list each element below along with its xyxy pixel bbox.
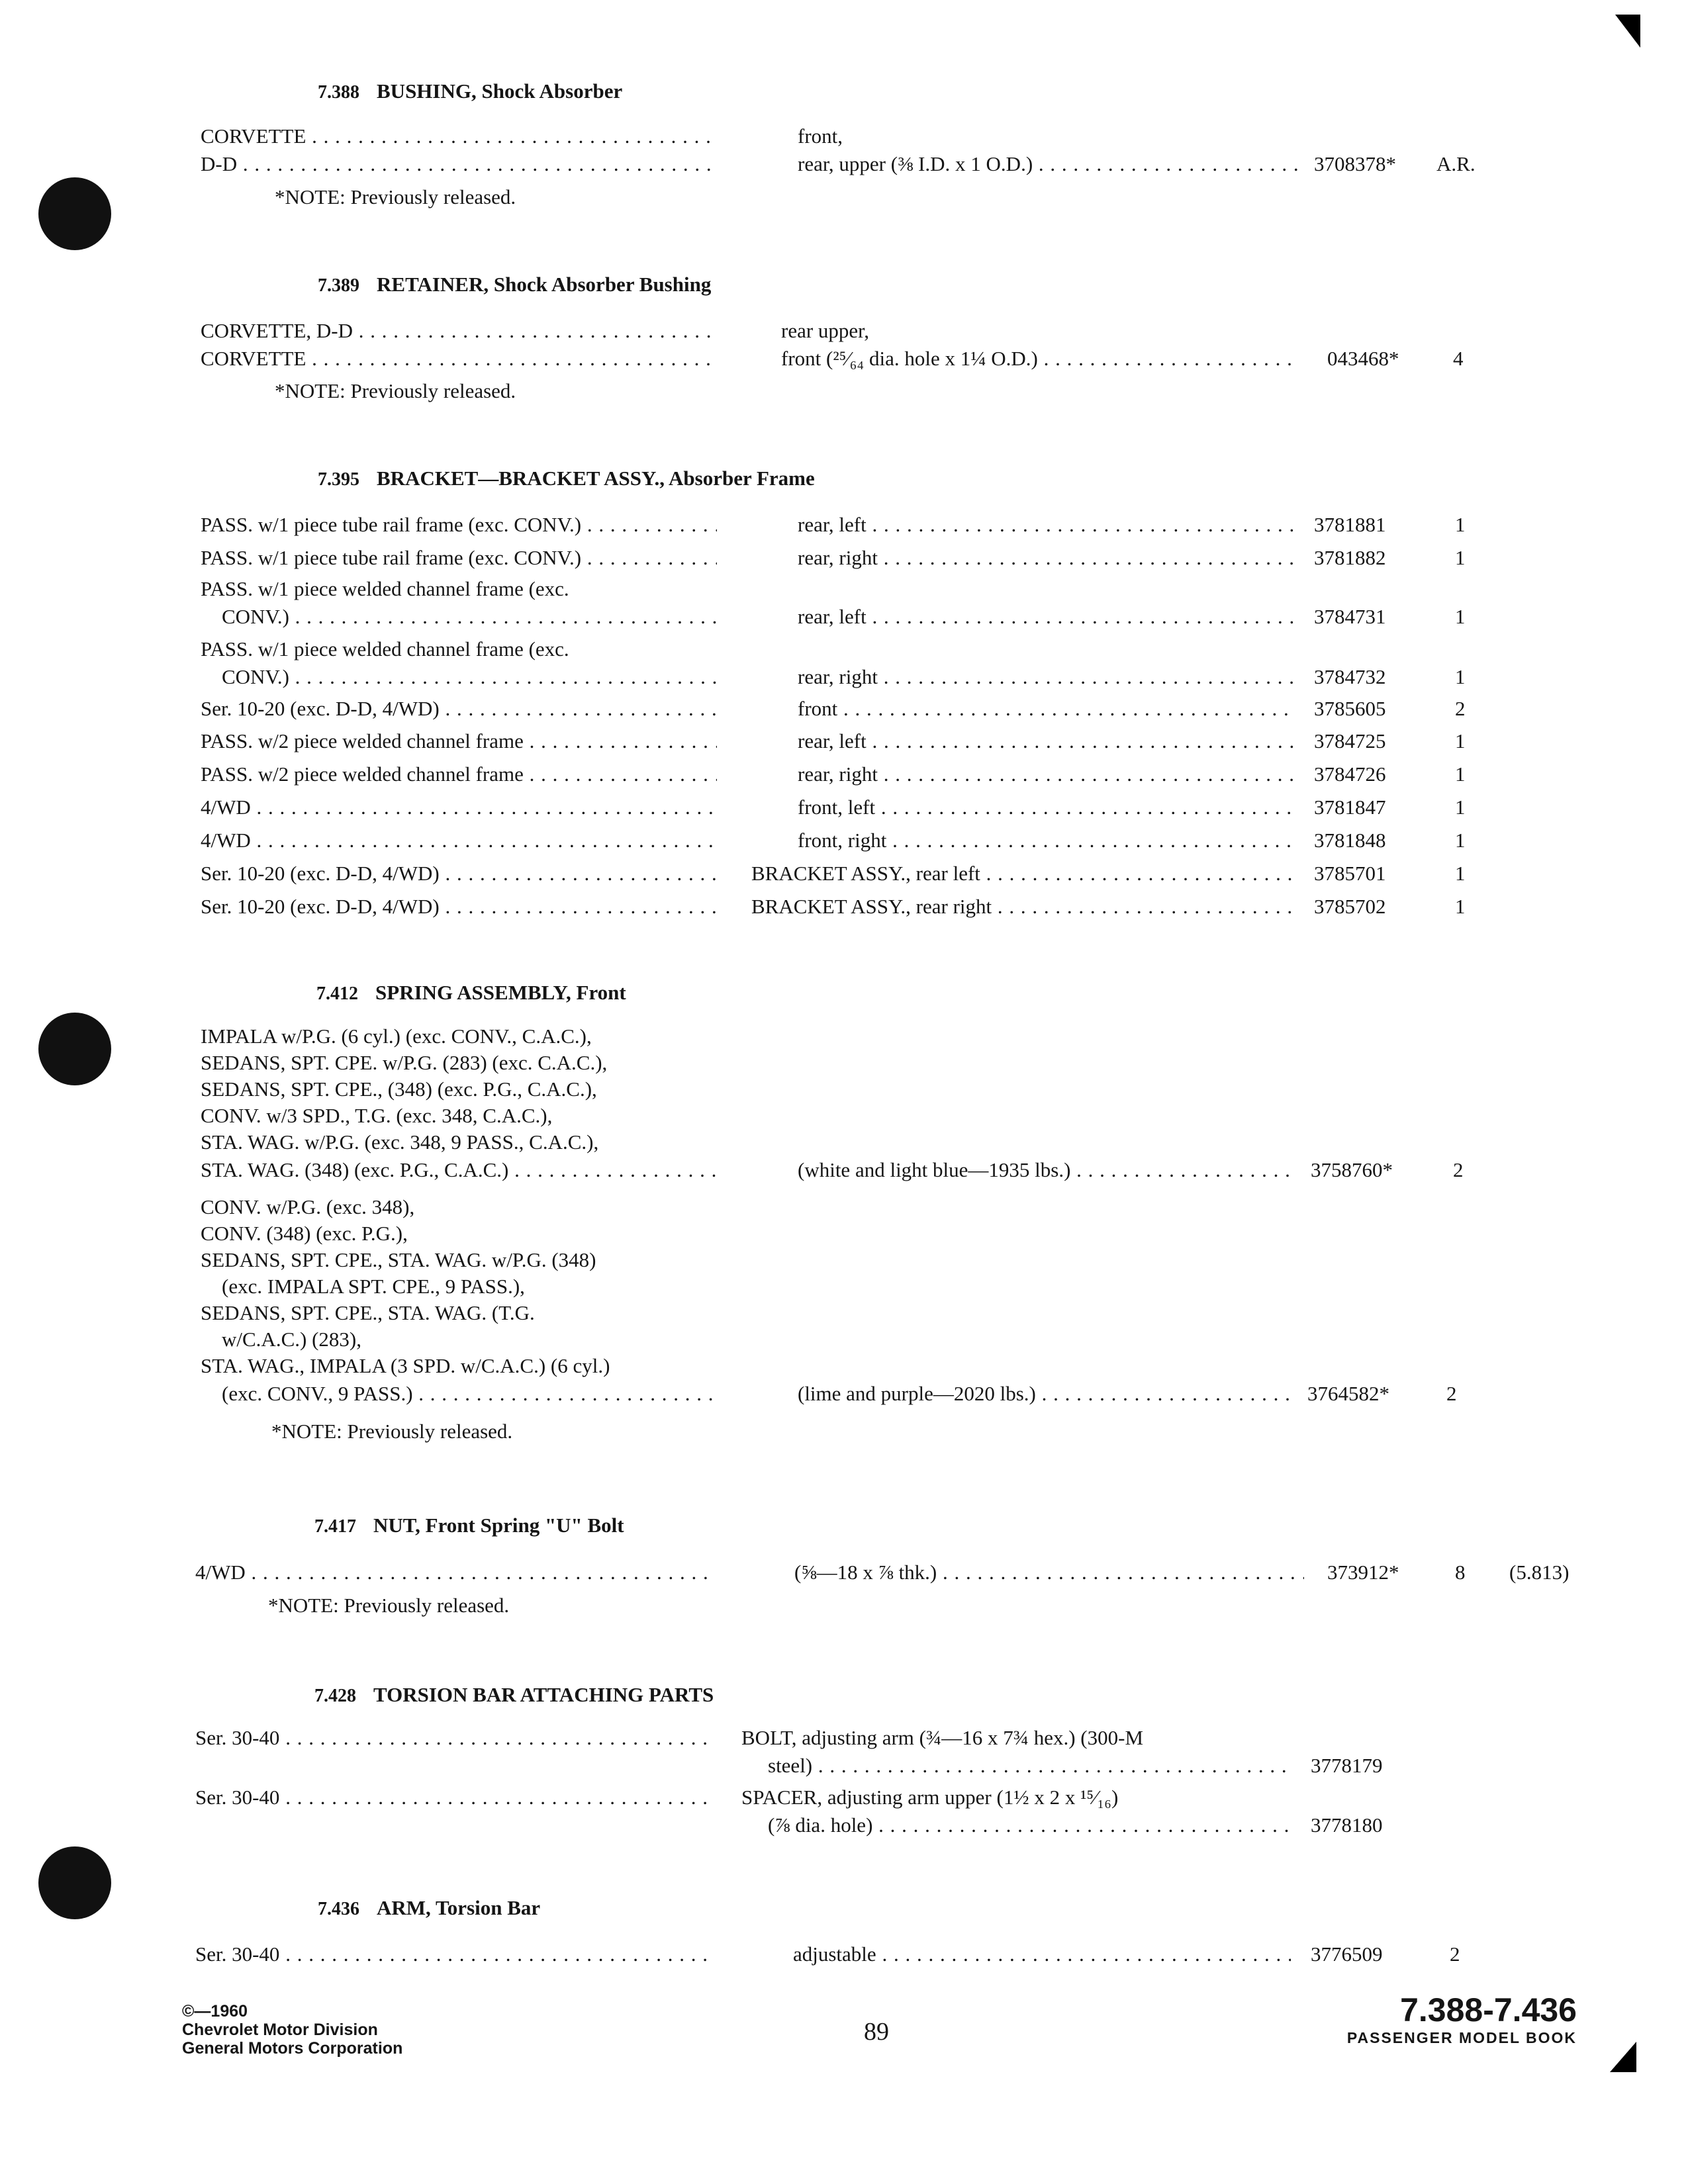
table-row [0,1158,1688,1189]
model-cell: w/C.A.C.) (283), [222,1328,361,1351]
table-row [0,513,1688,543]
section-heading-7-417 [314,1514,624,1537]
description-cell: BOLT, adjusting arm (¾—16 x 7¾ hex.) (300-M [741,1726,1144,1749]
section-title: ARM, Torsion Bar [377,1896,541,1919]
copyright-block [182,2002,402,2058]
description-cell: (⅝—18 x ⅞ thk.) . . . [794,1561,1304,1584]
part-number-cell: 3784725 [1314,729,1386,752]
model-cell: CORVETTE, D-D . . . [201,319,717,343]
section-heading-7-389 [318,273,711,296]
note-previously-released: *NOTE: Previously released. [271,1420,513,1443]
model-cell: D-D . . . [201,152,717,176]
model-cell: SEDANS, SPT. CPE. w/P.G. (283) (exc. C.A.C.), [201,1051,608,1074]
quantity-cell: 4 [1453,347,1464,370]
description-cell: rear, right . . . [798,762,1294,786]
section-title: SPRING ASSEMBLY, Front [375,981,626,1004]
model-cell: 4/WD . . . [201,796,717,819]
quantity-cell: 2 [1450,1942,1460,1966]
model-cell: 4/WD . . . [201,829,717,852]
table-row [0,862,1688,892]
model-cell: 4/WD . . . [195,1561,715,1584]
model-cell-continued: CONV.) . . . [222,665,717,689]
model-cell: CONV. w/3 SPD., T.G. (exc. 348, C.A.C.), [201,1104,553,1127]
part-number-cell: 373912* [1327,1561,1399,1584]
reference-cell: (5.813) [1509,1561,1570,1584]
model-cell: Ser. 10-20 (exc. D-D, 4/WD) . . . [201,697,717,721]
table-row-continuation [0,1813,1688,1844]
model-cell-continued: CONV.) . . . [222,605,717,629]
quantity-cell: 2 [1446,1382,1457,1405]
section-heading-7-395 [318,467,815,490]
section-number: 7.436 [318,1899,359,1919]
corner-mark-bottom-right [1610,2042,1636,2072]
table-row [0,1561,1688,1591]
copyright-division: Chevrolet Motor Division [182,2021,378,2039]
model-cell: PASS. w/1 piece welded channel frame (exc. [201,577,569,600]
model-cell: CONV. w/P.G. (exc. 348), [201,1195,415,1218]
section-number: 7.389 [318,275,359,296]
model-cell: CONV. (348) (exc. P.G.), [201,1222,408,1245]
quantity-cell: 2 [1455,697,1466,720]
section-title: NUT, Front Spring "U" Bolt [373,1514,624,1537]
description-cell: rear, left . . . [798,605,1294,629]
quantity-cell: 1 [1455,665,1466,688]
table-row [0,577,1688,608]
quantity-cell: 1 [1455,796,1466,819]
description-cell: rear, left . . . [798,513,1294,537]
quantity-cell: 1 [1455,829,1466,852]
quantity-cell: 1 [1455,895,1466,918]
copyright-corporation: General Motors Corporation [182,2039,403,2058]
table-row [0,347,1688,377]
model-cell: Ser. 30-40 . . . [195,1786,712,1809]
description-cell: SPACER, adjusting arm upper (1½ x 2 x ¹⁵⁄₁₆) [741,1786,1119,1809]
section-number: 7.417 [314,1516,356,1537]
section-number: 7.395 [318,469,359,490]
description-cell: front . . . [798,697,1294,721]
model-line [0,1354,1688,1385]
part-number-cell: 3778179 [1311,1754,1383,1777]
model-cell: PASS. w/1 piece welded channel frame (exc. [201,637,569,660]
part-number-cell: 3785701 [1314,862,1386,885]
table-row-continuation [0,605,1688,635]
description-cell: rear upper, [781,319,870,342]
table-row [0,729,1688,760]
table-row [0,829,1688,859]
description-cell: BRACKET ASSY., rear right . . . [751,895,1294,919]
description-cell: adjustable . . . [793,1942,1291,1966]
model-cell: CORVETTE . . . [201,124,717,148]
section-number: 7.412 [316,983,358,1004]
model-cell: PASS. w/2 piece welded channel frame . . . [201,729,717,753]
table-row-continuation [0,665,1688,696]
description-cell: front (²⁵⁄₆₄ dia. hole x 1¼ O.D.) . . . [781,347,1297,371]
table-row [0,1942,1688,1973]
part-number-cell: 3785605 [1314,697,1386,720]
quantity-cell: 1 [1455,513,1466,536]
model-cell: (exc. IMPALA SPT. CPE., 9 PASS.), [222,1275,525,1298]
section-title: BRACKET—BRACKET ASSY., Absorber Frame [377,467,815,490]
model-cell: STA. WAG. (348) (exc. P.G., C.A.C.) . . . [201,1158,717,1182]
model-cell: Ser. 30-40 . . . [195,1726,712,1750]
part-number-cell: 3781847 [1314,796,1386,819]
description-cell: rear, right . . . [798,546,1294,570]
description-cell: rear, right . . . [798,665,1294,689]
table-row [0,124,1688,155]
copyright-year: ©—1960 [182,2002,248,2021]
table-row [0,1382,1688,1412]
section-heading-7-428 [314,1683,714,1707]
punch-hole-bottom [38,1846,111,1919]
description-cell: (lime and purple—2020 lbs.) . . . [798,1382,1291,1406]
model-cell: SEDANS, SPT. CPE., STA. WAG. (T.G. [201,1301,535,1324]
table-row [0,1786,1688,1816]
table-row [0,895,1688,925]
section-heading-7-388 [318,79,622,103]
quantity-cell: 1 [1455,762,1466,786]
model-cell: STA. WAG., IMPALA (3 SPD. w/C.A.C.) (6 cyl.) [201,1354,610,1377]
part-number-cell: 3758760* [1311,1158,1393,1181]
model-cell: (exc. CONV., 9 PASS.) . . . [222,1382,717,1406]
note-previously-released: *NOTE: Previously released. [275,379,516,402]
description-cell: BRACKET ASSY., rear left . . . [751,862,1294,886]
part-number-cell: 3784731 [1314,605,1386,628]
model-cell: SEDANS, SPT. CPE., STA. WAG. w/P.G. (348) [201,1248,596,1271]
model-line [0,1130,1688,1161]
section-heading-7-436 [318,1896,540,1920]
description-cell: front, right . . . [798,829,1294,852]
description-cell: rear, upper (⅜ I.D. x 1 O.D.) . . . [798,152,1301,176]
description-cell: (white and light blue—1935 lbs.) . . . [798,1158,1294,1182]
description-cell: front, [798,124,843,148]
quantity-cell: 8 [1455,1561,1466,1584]
model-cell: Ser. 30-40 . . . [195,1942,712,1966]
part-number-cell: 3781882 [1314,546,1386,569]
part-number-cell: 3708378* [1314,152,1396,175]
description-cell: front, left . . . [798,796,1294,819]
part-number-cell: 3764582* [1307,1382,1389,1405]
part-number-cell: 3781848 [1314,829,1386,852]
section-title: TORSION BAR ATTACHING PARTS [373,1683,714,1706]
corner-mark-top-right [1615,15,1640,48]
table-row [0,319,1688,349]
model-cell: IMPALA w/P.G. (6 cyl.) (exc. CONV., C.A.C.), [201,1024,592,1048]
table-row [0,1726,1688,1756]
part-number-cell: 3784726 [1314,762,1386,786]
table-row-continuation [0,1754,1688,1784]
book-title: PASSENGER MODEL BOOK [1346,2029,1577,2046]
section-number: 7.388 [318,82,359,103]
page-number: 89 [864,2018,889,2046]
table-row [0,152,1688,183]
quantity-cell: A.R. [1436,152,1476,175]
model-cell: PASS. w/1 piece tube rail frame (exc. CONV.) . . . [201,513,717,537]
section-title: BUSHING, Shock Absorber [377,79,623,103]
section-title: RETAINER, Shock Absorber Bushing [377,273,712,296]
part-number-cell: 3784732 [1314,665,1386,688]
part-number-cell: 3781881 [1314,513,1386,536]
model-cell: PASS. w/2 piece welded channel frame . . . [201,762,717,786]
part-number-cell: 3776509 [1311,1942,1383,1966]
table-row [0,546,1688,576]
description-cell: rear, left . . . [798,729,1294,753]
quantity-cell: 1 [1455,546,1466,569]
punch-hole-top [38,177,111,250]
quantity-cell: 1 [1455,862,1466,885]
note-previously-released: *NOTE: Previously released. [268,1594,510,1617]
table-row [0,762,1688,793]
section-heading-7-412 [316,981,626,1005]
model-cell: Ser. 10-20 (exc. D-D, 4/WD) . . . [201,895,717,919]
page-range: 7.388-7.436 [1400,1991,1577,2028]
table-row [0,697,1688,727]
model-cell: CORVETTE . . . [201,347,717,371]
description-cell-continued: (⅞ dia. hole) . . . [768,1813,1291,1837]
page-range-block [1347,1991,1577,2047]
quantity-cell: 1 [1455,605,1466,628]
model-cell: STA. WAG. w/P.G. (exc. 348, 9 PASS., C.A.C.), [201,1130,599,1154]
model-cell: SEDANS, SPT. CPE., (348) (exc. P.G., C.A.C.), [201,1077,597,1101]
part-number-cell: 3785702 [1314,895,1386,918]
part-number-cell: 3778180 [1311,1813,1383,1837]
model-cell: PASS. w/1 piece tube rail frame (exc. CONV.) . . . [201,546,717,570]
part-number-cell: 043468* [1327,347,1399,370]
model-cell: Ser. 10-20 (exc. D-D, 4/WD) . . . [201,862,717,886]
section-number: 7.428 [314,1686,356,1706]
description-cell-continued: steel) . . . [768,1754,1291,1778]
quantity-cell: 1 [1455,729,1466,752]
note-previously-released: *NOTE: Previously released. [275,185,516,208]
quantity-cell: 2 [1453,1158,1464,1181]
table-row [0,637,1688,668]
table-row [0,796,1688,826]
